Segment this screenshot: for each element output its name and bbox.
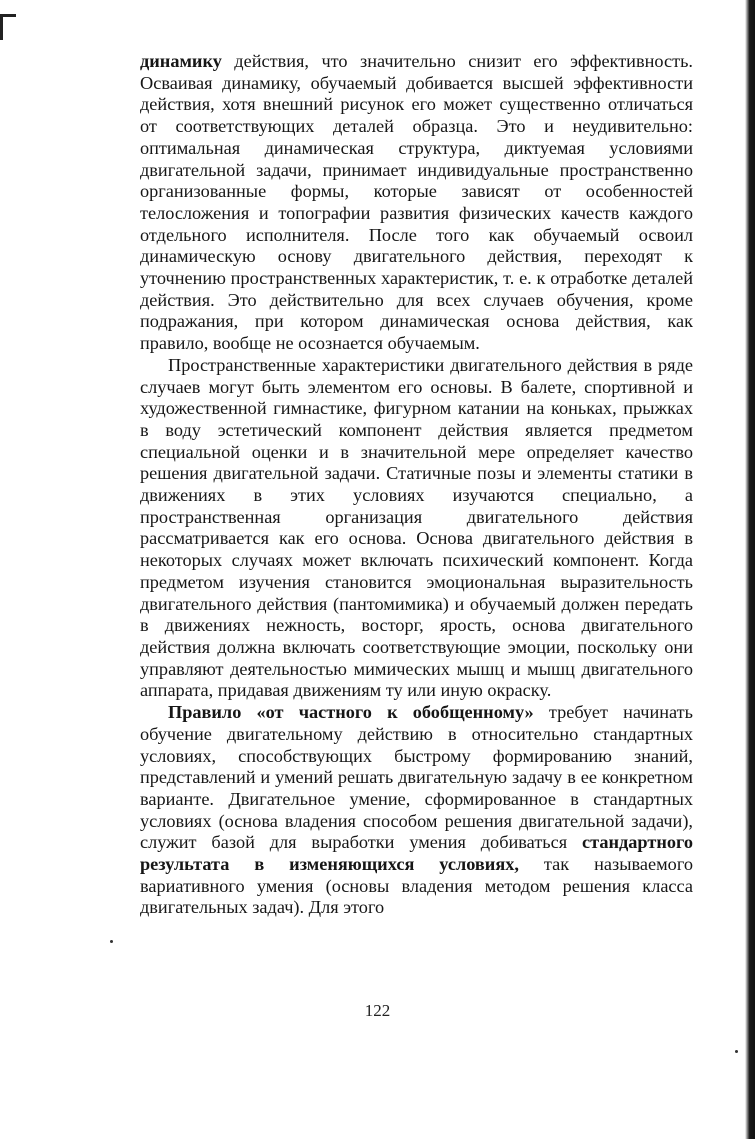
text-run-bold: стандартного результата в изменяющихся условиях, — [140, 832, 693, 875]
scan-speck — [110, 940, 113, 943]
scan-corner-mark — [0, 14, 16, 40]
page-text — [140, 51, 693, 919]
paragraph-3 — [140, 702, 693, 919]
text-run: так называемого вариативного умения (основы владения методом решения класса двигательных задач). Для этого — [140, 854, 694, 918]
scan-speck — [735, 1050, 738, 1053]
text-run: Пространственные характеристики двигательного действия в ряде случаев могут быть элементом его основы. В балете, спортивной и художественной гимнастике, фигурном катании на коньках, прыжках в воду эстетический компонент действия является предметом специальной оценки и в значительной мере определяет качество решения двигательной задачи. Статичные позы и элементы статики в движениях в этих условиях изучаются специально, а пространственная организация двигательного действия рассматривается как его основа. Основа двигательного действия в некоторых случаях может включать психический компонент. Когда предметом изучения становится эмоциональная выразительность двигательного действия (пантомимика) и обучаемый должен передать в движениях нежность, восторг, ярость, основа двигательного действия должна включать соответствующие эмоции, поскольку они управляют деятельностью мимических мышц и мышц двигательного аппарата, придавая движениям ту или иную окраску. — [140, 354, 693, 701]
text-run-bold: динамику — [140, 51, 222, 71]
paragraph-1 — [140, 51, 693, 355]
rule-title: Правило «от частного к обобщенному» — [168, 702, 534, 723]
page-edge-shadow — [745, 0, 755, 1139]
paragraph-2 — [140, 355, 693, 702]
text-run: требует начинать обучение двигательному действию в относительно стандартных условиях, способствующих быстрому формированию знаний, представлений и умений решать двигательную задачу в ее конкретном варианте. Двигательное умение, сформированное в стандартных условиях (основа владения способом решения двигательной задачи), служит базой для выработки умения добиваться — [140, 702, 693, 853]
text-run: действия, что значительно снизит его эффективность. Осваивая динамику, обучаемый добивается высшей эффективности действия, хотя внешний рисунок его может существенно отличаться от соответствующих деталей образца. Это и неудивительно: оптимальная динамическая структура, диктуемая условиями двигательной задачи, принимает индивидуальные пространственно организованные формы, которые зависят от особенностей телосложения и топографии развития физических качеств каждого отдельного исполнителя. После того как обучаемый освоил динамическую основу двигательного действия, переходят к уточнению пространственных характеристик, т. е. к отработке деталей действия. Это действительно для всех случаев обучения, кроме подражания, при котором динамическая основа действия, как правило, вообще не осознается обучаемым. — [140, 51, 693, 354]
page-number: 122 — [364, 1001, 391, 1020]
